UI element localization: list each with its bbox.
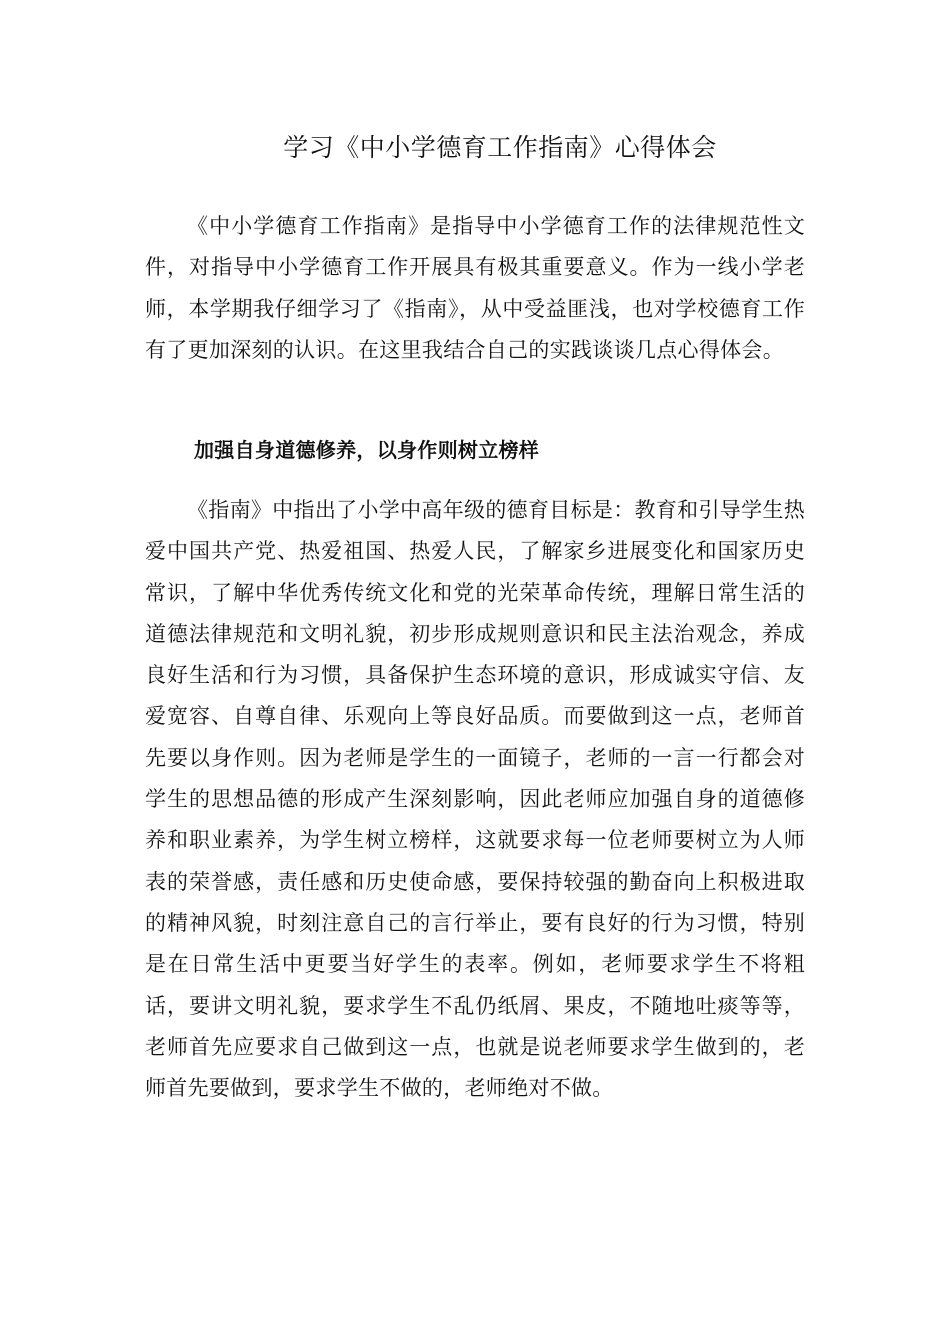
section-heading: 加强自身道德修养，以身作则树立榜样	[194, 438, 540, 462]
document-title: 学习《中小学德育工作指南》心得体会	[283, 133, 717, 162]
intro-paragraph: 《中小学德育工作指南》是指导中小学德育工作的法律规范性文件，对指导中小学德育工作开展具有极其重要意义。作为一线小学老师，本学期我仔细学习了《指南》，从中受益匪浅，也对学校德育工作有了更加深刻的认识。在这里我结合自己的实践谈谈几点心得体会。	[145, 214, 805, 362]
body-paragraph: 《指南》中指出了小学中高年级的德育目标是：教育和引导学生热爱中国共产党、热爱祖国、热爱人民，了解家乡进展变化和国家历史常识，了解中华优秀传统文化和党的光荣革命传统，理解日常生活的道德法律规范和文明礼貌，初步形成规则意识和民主法治观念，养成良好生活和行为习惯，具备保护生态环境的意识，形成诚实守信、友爱宽容、自尊自律、乐观向上等良好品质。而要做到这一点，老师首先要以身作则。因为老师是学生的一面镜子，老师的一言一行都会对学生的思想品德的形成产生深刻影响，因此老师应加强自身的道德修养和职业素养，为学生树立榜样，这就要求每一位老师要树立为人师表的荣誉感，责任感和历史使命感，要保持较强的勤奋向上积极进取的精神风貌，时刻注意自己的言行举止，要有良好的行为习惯，特别是在日常生活中更要当好学生的表率。例如，老师要求学生不将粗话，要讲文明礼貌，要求学生不乱仍纸屑、果皮，不随地吐痰等等，老师首先应要求自己做到这一点，也就是说老师要求学生做到的，老师首先要做到，要求学生不做的，老师绝对不做。	[145, 498, 805, 1101]
